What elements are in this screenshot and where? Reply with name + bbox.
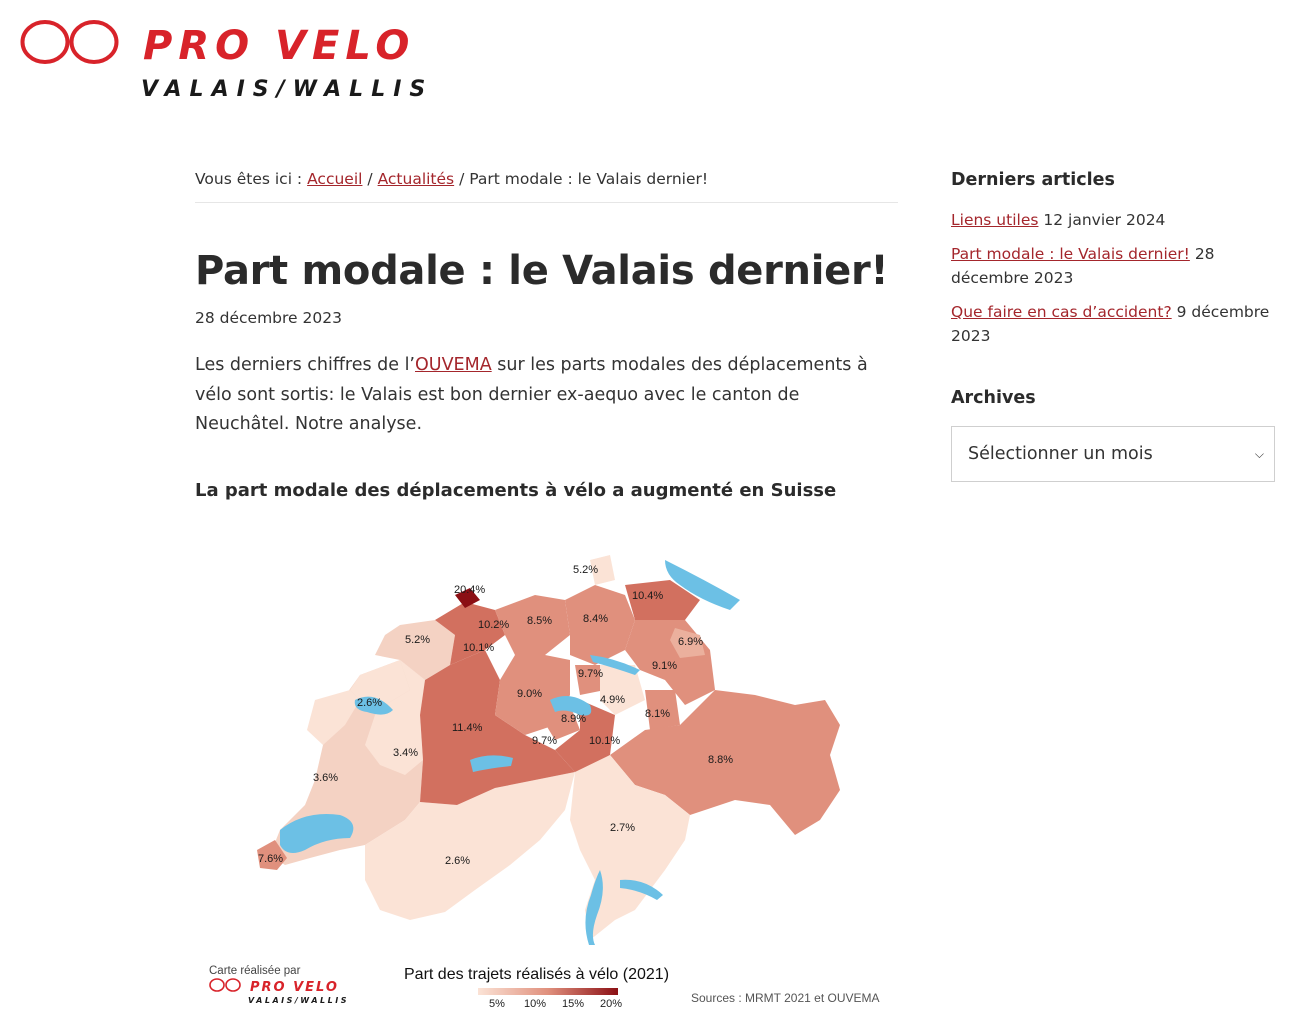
map-label: 4.9%: [600, 694, 626, 706]
map-label: 8.5%: [527, 615, 553, 627]
map-label: 5.2%: [405, 634, 431, 646]
map-label: 9.7%: [578, 668, 604, 680]
section-heading: La part modale des déplacements à vélo a augmenté en Suisse: [195, 479, 837, 501]
map-label: 2.6%: [445, 855, 471, 867]
breadcrumb-section-link[interactable]: Actualités: [377, 170, 455, 188]
breadcrumb: [195, 170, 898, 203]
map-label: 6.9%: [678, 636, 704, 648]
map-label: 3.4%: [393, 747, 419, 759]
archives-select[interactable]: [951, 426, 1275, 482]
map-credit-brand: PRO VELO: [250, 980, 339, 995]
map-label: 2.7%: [610, 822, 636, 834]
recent-article-date: 12 janvier 2024: [1043, 211, 1166, 229]
intro-text: sur les parts modales des déplacements à vélo sont sortis: le Valais est bon dernier ex-aequo avec le canton de Neuchâtel. Notre analyse.: [195, 355, 868, 434]
credit-ring-left-icon: [210, 979, 224, 991]
list-item: [951, 242, 1281, 290]
logo-ring-right-icon: [72, 22, 117, 62]
list-item: [951, 300, 1281, 348]
map-label: 10.4%: [632, 590, 664, 602]
recent-article-date: 9 décembre 2023: [951, 303, 1270, 345]
ouvema-link[interactable]: OUVEMA: [415, 355, 492, 375]
recent-article-link[interactable]: Liens utiles: [951, 211, 1039, 229]
map-label: 8.8%: [708, 754, 734, 766]
map-region-schwyz: [600, 665, 645, 715]
map-label: 9.0%: [517, 688, 543, 700]
map-label: 9.1%: [652, 660, 678, 672]
map-label: 8.4%: [583, 613, 609, 625]
map-label: 11.4%: [452, 722, 483, 734]
map-legend-title: Part des trajets réalisés à vélo (2021): [404, 966, 670, 983]
sidebar: [951, 170, 1281, 482]
breadcrumb-separator: /: [459, 170, 465, 188]
legend-tick: 15%: [562, 998, 585, 1010]
map-label: 2.6%: [357, 697, 383, 709]
logo-region: VALAIS/WALLIS: [141, 77, 434, 102]
article-date: 28 décembre 2023: [195, 309, 342, 327]
archives-heading: Archives: [951, 388, 1036, 408]
recent-articles-list: [951, 208, 1281, 348]
chevron-down-icon: ⌵: [1254, 446, 1264, 461]
legend-tick: 10%: [524, 998, 547, 1010]
breadcrumb-separator: /: [367, 170, 373, 188]
article-intro: [195, 351, 898, 440]
map-credit-label: Carte réalisée par: [209, 965, 301, 977]
map-label: 10.2%: [478, 619, 510, 631]
map-label: 10.1%: [463, 642, 495, 654]
breadcrumb-prefix: Vous êtes ici :: [195, 170, 303, 188]
logo-ring-left-icon: [23, 22, 68, 62]
map-label: 10.1%: [589, 735, 621, 747]
recent-article-link[interactable]: Part modale : le Valais dernier!: [951, 245, 1190, 263]
credit-ring-right-icon: [226, 979, 240, 991]
recent-articles-heading: Derniers articles: [951, 170, 1115, 190]
intro-text: Les derniers chiffres de l’: [195, 355, 415, 375]
breadcrumb-home-link[interactable]: Accueil: [307, 170, 363, 188]
map-sources: Sources : MRMT 2021 et OUVEMA: [691, 991, 880, 1005]
map-region-zurich: [565, 585, 635, 665]
map-credit-region: VALAIS/WALLIS: [248, 996, 349, 1005]
breadcrumb-current: Part modale : le Valais dernier!: [469, 170, 709, 188]
page-title: Part modale : le Valais dernier!: [195, 248, 889, 294]
map-label: 5.2%: [573, 564, 599, 576]
map-label: 9.7%: [532, 735, 558, 747]
map-label: 3.6%: [313, 772, 339, 784]
main-content: [195, 170, 898, 501]
legend-tick: 5%: [489, 998, 505, 1010]
map-label: 20.4%: [454, 584, 486, 596]
site-logo[interactable]: [18, 18, 478, 104]
logo-brand: PRO VELO: [143, 23, 416, 69]
list-item: [951, 208, 1281, 232]
map-label: 7.6%: [258, 853, 284, 865]
recent-article-date: 28 décembre 2023: [951, 245, 1215, 287]
map-legend-scale: [478, 988, 618, 995]
archives-select-value: Sélectionner un mois: [968, 444, 1153, 464]
map-label: 8.9%: [561, 713, 587, 725]
legend-tick: 20%: [600, 998, 623, 1010]
map-label: 8.1%: [645, 708, 671, 720]
recent-article-link[interactable]: Que faire en cas d’accident?: [951, 303, 1172, 321]
modal-share-map: [195, 540, 898, 1022]
